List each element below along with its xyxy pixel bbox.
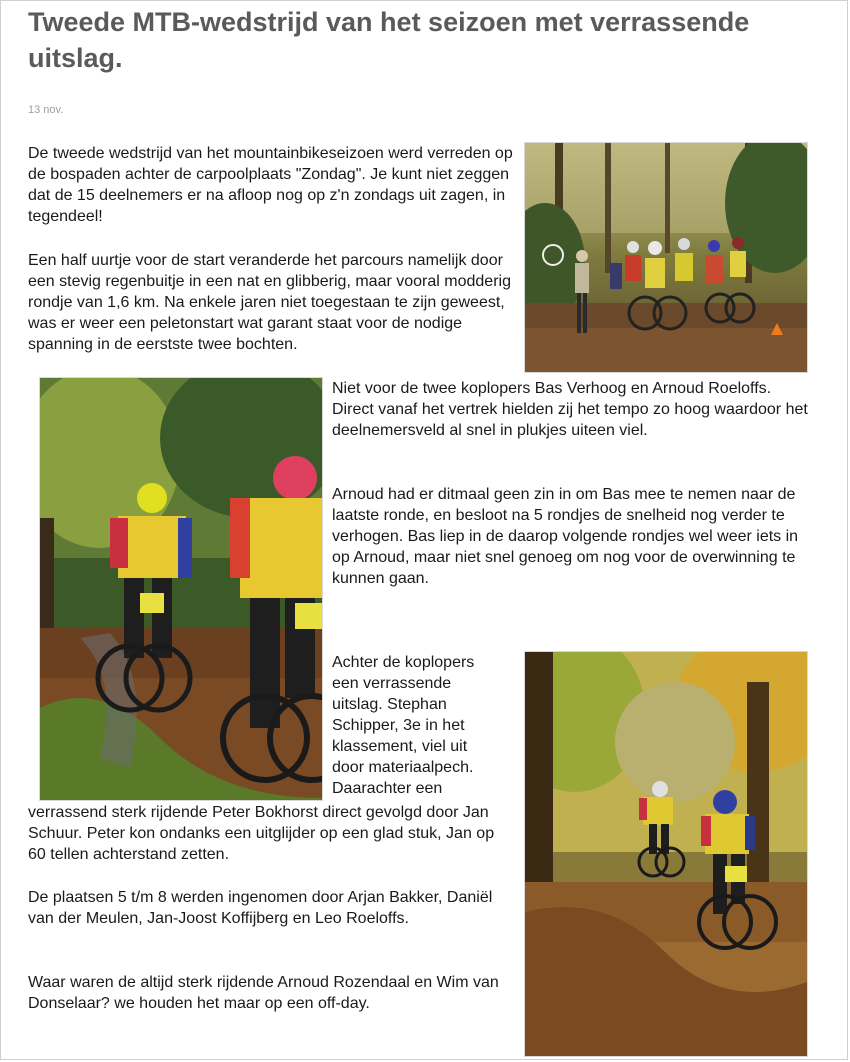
paragraph-waar: Waar waren de altijd sterk rijdende Arnoud Rozendaal en Wim van Donselaar? we houden het maar op een off-day. (28, 974, 499, 1012)
two-riders-forest-photo (40, 378, 322, 800)
article-date: 13 nov. (28, 104, 64, 116)
paragraph-achter-top: Achter de koplopers een verrassende uitslag. Stephan Schipper, 3e in het klassement, viel uit door materiaalpech. Daarachter een (332, 654, 475, 797)
peloton-start-photo (525, 143, 807, 372)
autumn-trail-riders-photo (525, 652, 807, 1056)
paragraph-intro: De tweede wedstrijd van het mountainbikeseizoen werd verreden op de bospaden achter de carpoolplaats "Zondag". Je kunt niet zeggen dat de 15 deelnemers er na afloop nog op z'n zondags uit zagen, in tegendeel! (28, 145, 513, 225)
paragraph-koplopers: Niet voor de twee koplopers Bas Verhoog en Arnoud Roeloffs. Direct vanaf het vertrek hielden zij het tempo zo hoog waardoor het deelnemersveld al snel in plukjes uiteen viel. (332, 380, 808, 439)
paragraph-parcours: Een half uurtje voor de start veranderde het parcours namelijk door een stevig regenbuitje in een nat en glibberig, maar vooral modderig rondje van 1,6 km. Na enkele jaren niet toegestaan te zijn geweest, was er weer een peletonstart wat garant staat voor de nodige spanning in de eerstste twee bochten. (28, 252, 511, 353)
paragraph-achter-bottom: verrassend sterk rijdende Peter Bokhorst direct gevolgd door Jan Schuur. Peter kon ondanks een uitglijder op een glad stuk, Jan op 60 tellen achterstand zetten. (28, 804, 495, 863)
article-title: Tweede MTB-wedstrijd van het seizoen met verrassende uitslag. (28, 7, 750, 73)
paragraph-arnoud: Arnoud had er ditmaal geen zin in om Bas mee te nemen naar de laatste ronde, en besloot na 5 rondjes de snelheid nog verder te verhogen. Bas liep in de daarop volgende rondjes wel weer iets in op Arnoud, maar niet snel genoeg om nog voor de overwinning te kunnen gaan. (332, 486, 799, 587)
paragraph-plaatsen: De plaatsen 5 t/m 8 werden ingenomen door Arjan Bakker, Daniël van der Meulen, Jan-Joost Koffijberg en Leo Roeloffs. (28, 889, 493, 927)
